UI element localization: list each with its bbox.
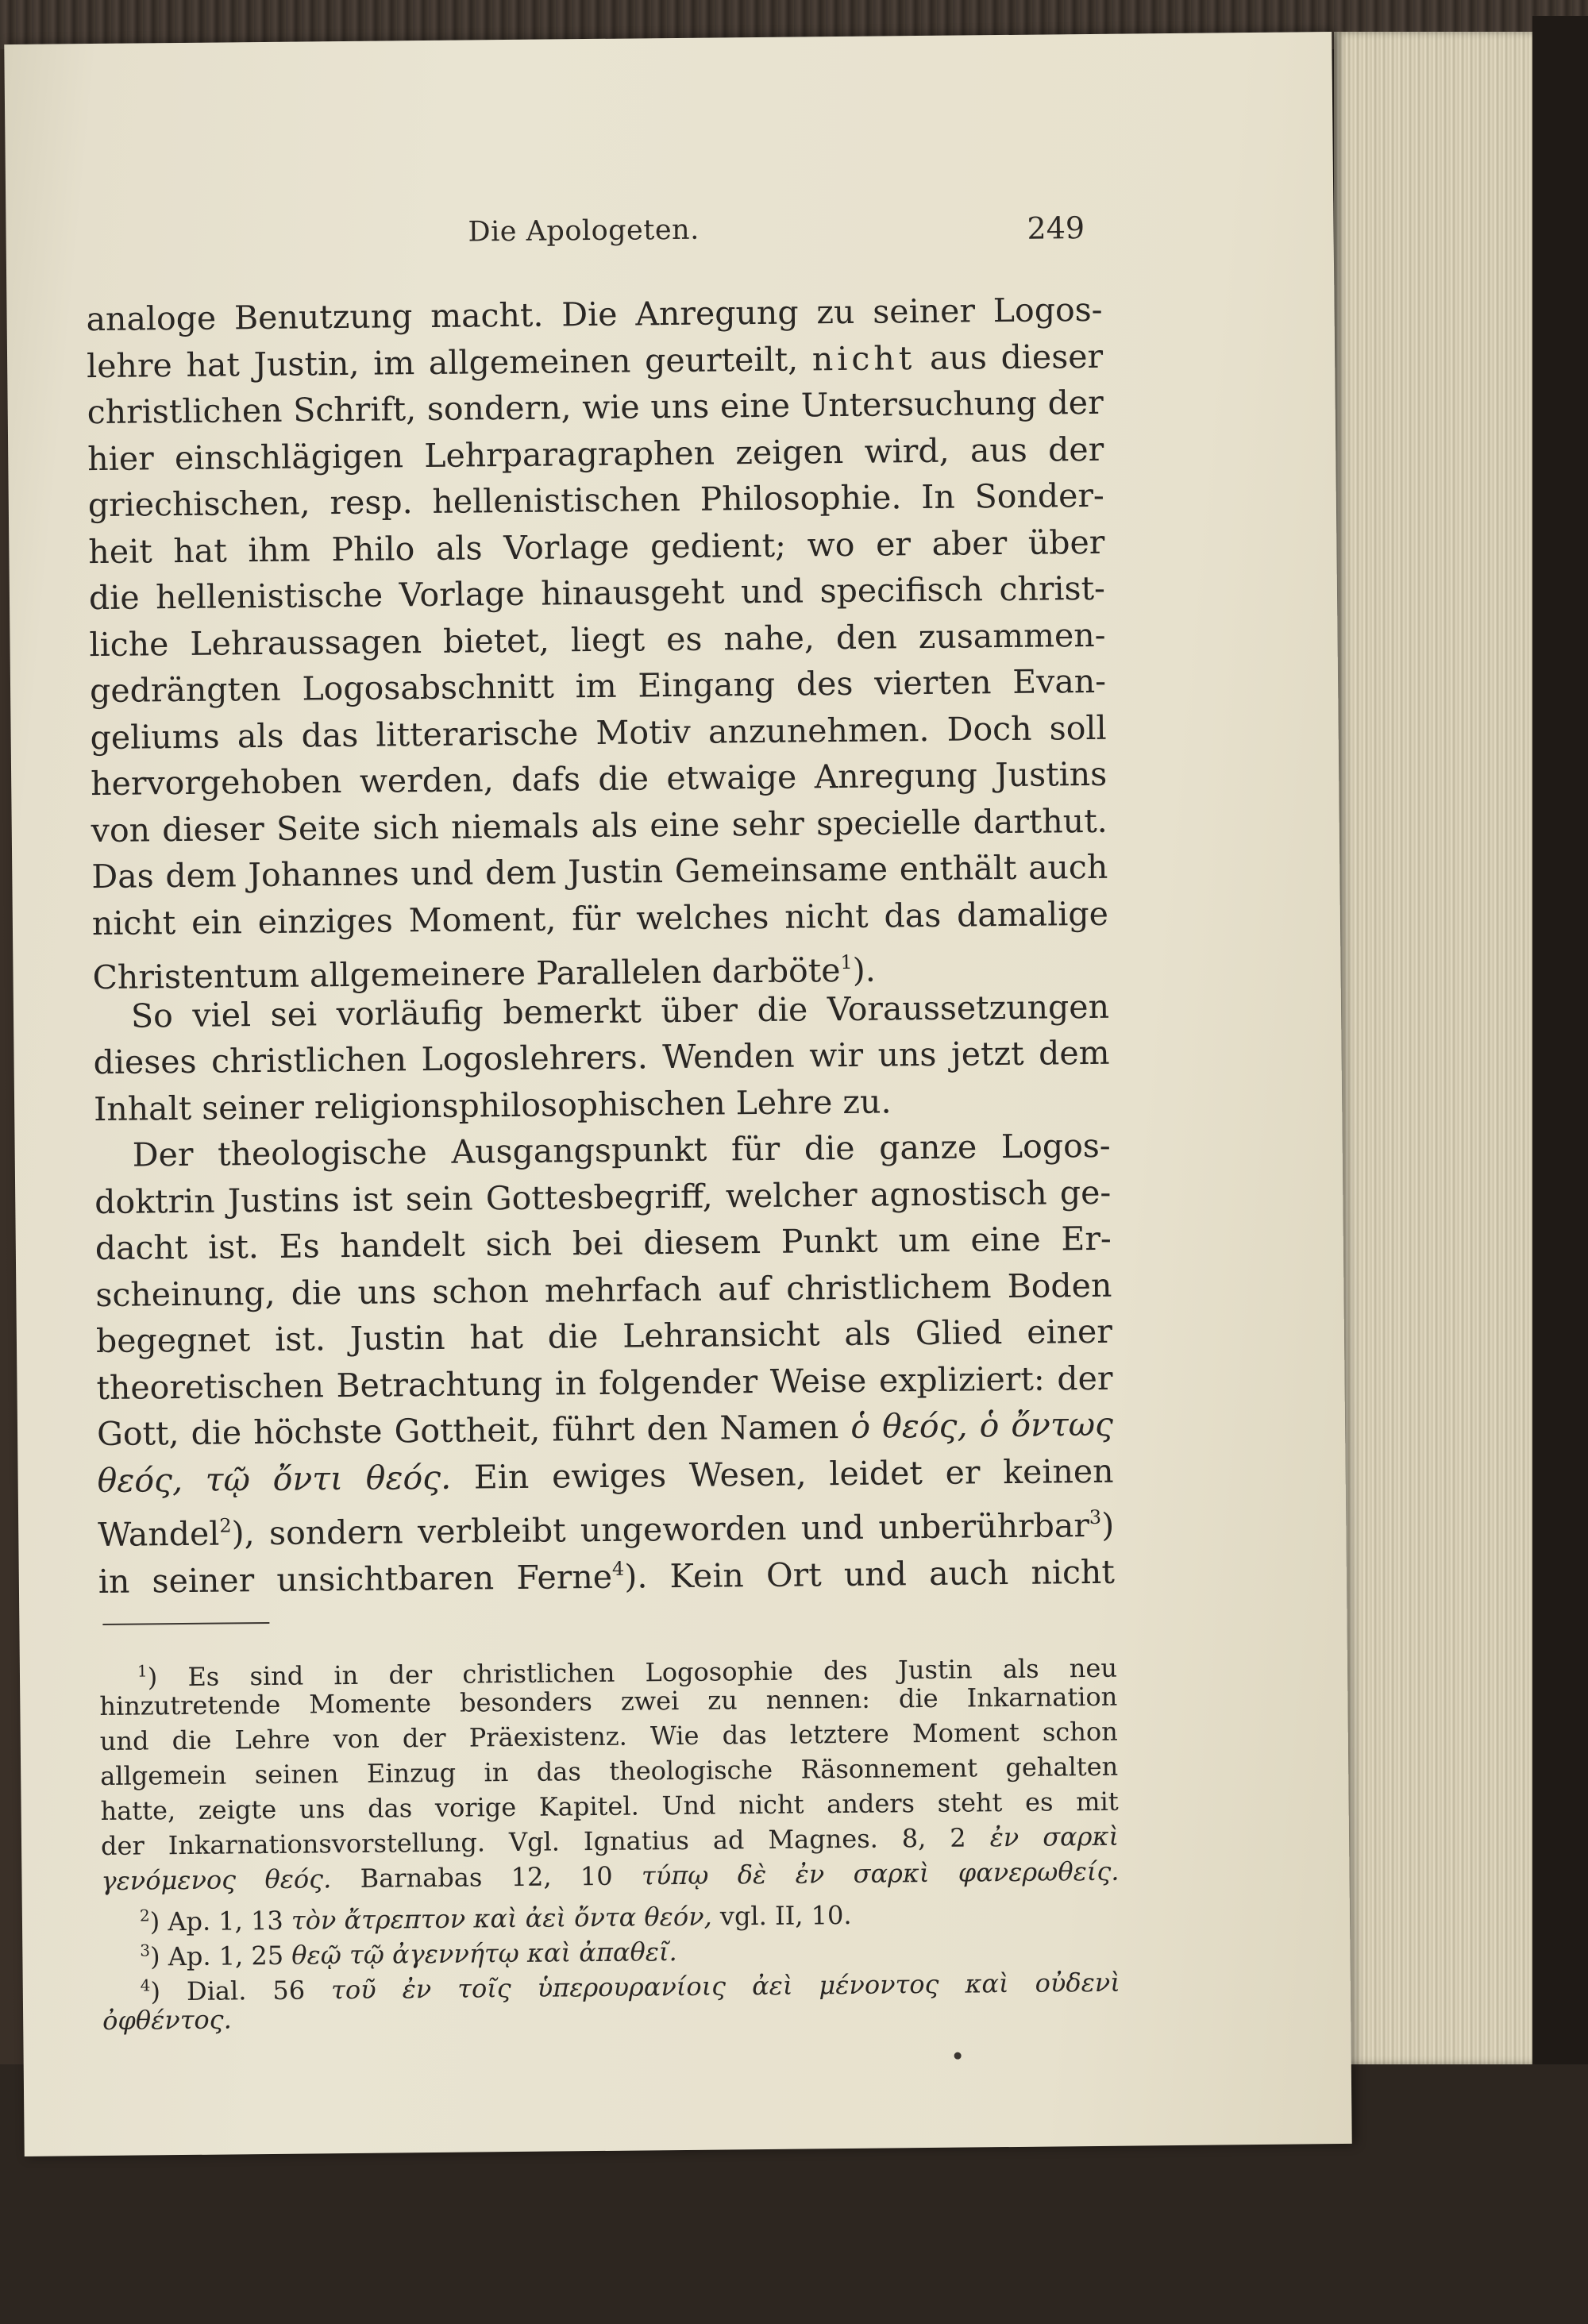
text-line: griechischen, resp. hellenistischen Philosophie. In Sonder- (87, 476, 1105, 525)
text-line: Christentum allgemeinere Parallelen darböte$^1$). (92, 950, 877, 997)
footnote-marker: 4 (140, 1975, 151, 1995)
footnote-line: und die Lehre von der Präexistenz. Wie das letztere Moment schon (99, 1716, 1118, 1757)
footnote-marker: 2 (139, 1906, 150, 1925)
text-line: Das dem Johannes und dem Justin Gemeinsame enthält auch (91, 847, 1108, 896)
text-line: Wandel$^2$), sondern verbleibt ungeworden und unberührbar$^3$) (98, 1505, 1115, 1555)
footnote-line: hinzutretende Momente besonders zwei zu nennen: die Inkarnation (99, 1681, 1118, 1722)
text-line: hier einschlägigen Lehrparagraphen zeigen wird, aus der (87, 430, 1104, 478)
footnote-marker: 3 (140, 1941, 151, 1960)
book-cover-edge (1532, 16, 1588, 2324)
footnote-ref: 4 (611, 1557, 625, 1580)
emphasized-word: nicht (811, 338, 916, 378)
footnote-line: der Inkarnationsvorstellung. Vgl. Ignatius ad Magnes. 8, 2 ἐν σαρκὶ (100, 1821, 1120, 1862)
text-line: So viel sei vorläufig bemerkt über die Voraussetzungen (130, 987, 1110, 1035)
footnote-line: $^2$) Ap. 1, 13 τὸν ἄτρεπτον καὶ ἀεὶ ὄντα θεόν, vgl. II, 10. (139, 1899, 852, 1937)
body-text (86, 287, 1116, 1601)
footnote-ref: 2 (219, 1514, 232, 1537)
footnotes (99, 1644, 1121, 2038)
greek-text: ὁ θεός, ὁ ὄντως (850, 1405, 1114, 1446)
text-line: begegnet ist. Justin hat die Lehransicht als Glied einer (95, 1312, 1113, 1361)
text-line: theoretischen Betrachtung in folgender Weise expliziert: der (96, 1359, 1113, 1407)
text-line: doktrin Justins ist sein Gottesbegriff, welcher agnostisch ge- (94, 1173, 1112, 1221)
text-line: dieses christlichen Logoslehrers. Wenden wir uns jetzt dem (93, 1033, 1110, 1082)
footnote-line: $^1$) Es sind in der christlichen Logosophie des Justin als neu (137, 1652, 1118, 1693)
running-title: Die Apologeten. (468, 214, 700, 249)
greek-text: θεός, τῷ ὄντι θεός. (97, 1458, 452, 1500)
text-line: geliums als das litterarische Motiv anzunehmen. Doch soll (90, 708, 1107, 757)
text-line: gedrängten Logosabschnitt im Eingang des vierten Evan- (89, 661, 1107, 711)
greek-text: ἐν σαρκὶ (989, 1821, 1120, 1853)
greek-text: θεῷ τῷ ἀγεννήτῳ καὶ ἀπαθεῖ. (291, 1937, 677, 1971)
footnote-line: allgemein seinen Einzug in das theologische Räsonnement gehalten (100, 1751, 1119, 1792)
text-line: die hellenistische Vorlage hinausgeht und specifisch christ- (88, 568, 1106, 618)
footnote-line: $^3$) Ap. 1, 25 θεῷ τῷ ἀγεννήτῳ καὶ ἀπαθεῖ. (140, 1937, 677, 1972)
page-number: 249 (1027, 210, 1085, 246)
text-line: liche Lehraussagen bietet, liegt es nahe, den zusammen- (89, 615, 1106, 664)
footnote-ref: 3 (1089, 1505, 1102, 1529)
text-line: scheinung, die uns schon mehrfach auf christlichem Boden (95, 1266, 1112, 1314)
text-line: Der theologische Ausgangspunkt für die ganze Logos- (132, 1126, 1111, 1174)
greek-text: γενόμενος θεός. (101, 1863, 332, 1897)
footnote-divider (102, 1622, 269, 1625)
text-line: nicht ein einziges Moment, für welches nicht das damalige (91, 894, 1109, 942)
text-line: lehre hat Justin, im allgemeinen geurteilt, nicht aus dieser (86, 337, 1104, 385)
ink-speck (954, 2052, 962, 2060)
footnote-line: hatte, zeigte uns das vorige Kapitel. Und nicht anders steht es mit (100, 1786, 1119, 1827)
book-page (4, 32, 1351, 2156)
greek-text: ὀφθέντος. (102, 2004, 232, 2037)
footnote-ref: 1 (840, 950, 853, 974)
greek-text: τύπῳ δὲ ἐν σαρκὶ φανερωθείς. (641, 1856, 1120, 1891)
text-line: analoge Benutzung macht. Die Anregung zu seiner Logos- (86, 290, 1103, 339)
text-line: heit hat ihm Philo als Vorlage gedient; wo er aber über (88, 522, 1105, 571)
text-line: hervorgehoben werden, dafs die etwaige Anregung Justins (90, 754, 1108, 804)
text-line: dacht ist. Es handelt sich bei diesem Punkt um eine Er- (94, 1219, 1112, 1268)
greek-text: τοῦ ἐν τοῖς ὑπερουρανίοις ἀεὶ μένοντος καὶ οὐδενὶ (331, 1967, 1120, 2006)
text-line: christlichen Schrift, sondern, wie uns eine Untersuchung der (87, 383, 1104, 432)
page-edges (1334, 32, 1532, 2064)
text-line: θεός, τῷ ὄντι θεός. Ein ewiges Wesen, leidet er keinen (97, 1451, 1114, 1500)
greek-text: τὸν ἄτρεπτον καὶ ἀεὶ ὄντα θεόν, (291, 1901, 712, 1936)
text-line: Gott, die höchste Gottheit, führt den Namen ὁ θεός, ὁ ὄντως (96, 1405, 1114, 1454)
footnote-line: $^4$) Dial. 56 τοῦ ἐν τοῖς ὑπερουρανίοις ἀεὶ μένοντος καὶ οὐδενὶ (140, 1967, 1120, 2007)
text-line: von dieser Seite sich niemals als eine sehr specielle darthut. (91, 801, 1108, 850)
footnote-marker: 1 (137, 1661, 148, 1681)
text-line: in seiner unsichtbaren Ferne$^4$). Kein Ort und auch nicht (98, 1552, 1116, 1601)
footnote-line: γενόμενος θεός. Barnabas 12, 10 τύπῳ δὲ ἐν σαρκὶ φανερωθείς. (101, 1856, 1120, 1897)
text-line: Inhalt seiner religionsphilosophischen Lehre zu. (93, 1081, 892, 1128)
